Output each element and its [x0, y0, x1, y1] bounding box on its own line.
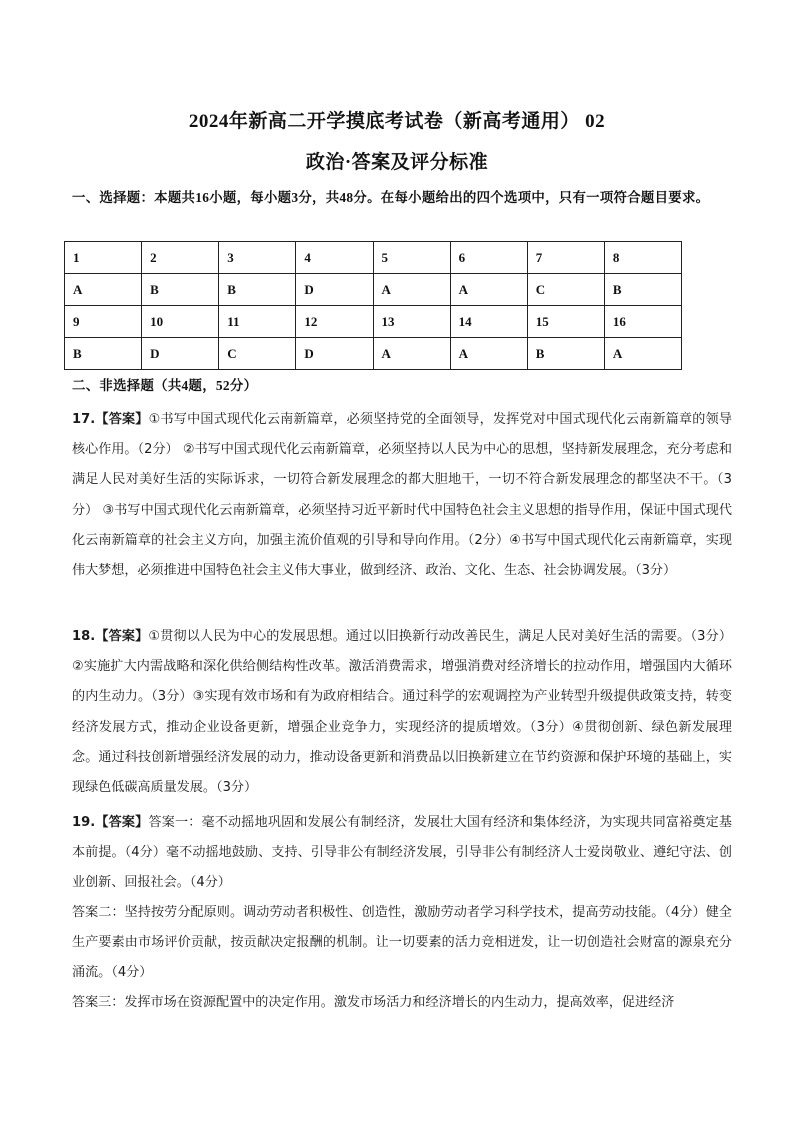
answer-17 — [72, 405, 732, 586]
answer-19-text: 答案一：毫不动摇地巩固和发展公有制经济，发展壮大国有经济和集体经济，为实现共同富裕奠定基本前提。（4分）毫不动摇地鼓励、支持、引导非公有制经济发展，引导非公有制经济人士爱岗敬业、遵纪守法、创业创新、回报社会。（4分） — [72, 815, 732, 891]
table-cell: 7 — [527, 242, 604, 274]
answer-19-option-2: 答案二：坚持按劳分配原则。调动劳动者积极性、创造性，激励劳动者学习科学技术，提高劳动技能。（4分）健全生产要素由市场评价贡献，按贡献决定报酬的机制。让一切要素的活力竞相迸发，让一切创造社会财富的源泉充分涌流。（4分） — [72, 905, 732, 981]
answer-17-label: 17.【答案】 — [72, 412, 149, 427]
answer-18-label: 18.【答案】 — [72, 629, 149, 644]
table-cell: D — [142, 338, 219, 370]
table-cell: B — [219, 274, 296, 306]
table-cell: 4 — [296, 242, 373, 274]
page-subtitle: 政治·答案及评分标准 — [305, 152, 489, 173]
table-cell: 16 — [604, 306, 681, 338]
table-row — [65, 306, 682, 338]
table-cell: 3 — [219, 242, 296, 274]
table-cell: B — [527, 338, 604, 370]
table-cell: 15 — [527, 306, 604, 338]
table-cell: B — [142, 274, 219, 306]
table-cell: 6 — [450, 242, 527, 274]
page-title: 2024年新高二开学摸底考试卷（新高考通用） 02 — [188, 111, 606, 132]
answer-18 — [72, 622, 732, 803]
table-cell: B — [604, 274, 681, 306]
table-cell: A — [373, 274, 450, 306]
table-cell: A — [450, 338, 527, 370]
table-cell: A — [65, 274, 142, 306]
table-cell: A — [373, 338, 450, 370]
section1-heading: 一、选择题：本题共16小题，每小题3分，共48分。在每小题给出的四个选项中，只有一项符合题目要求。 — [72, 190, 710, 205]
answer-table — [64, 241, 682, 370]
table-cell: D — [296, 274, 373, 306]
answer-19-option-3: 答案三：发挥市场在资源配置中的决定作用。激发市场活力和经济增长的内生动力，提高效率，促进经济 — [72, 995, 675, 1010]
answer-19-label: 19.【答案】 — [72, 815, 149, 830]
table-cell: D — [296, 338, 373, 370]
table-cell: 2 — [142, 242, 219, 274]
table-row — [65, 274, 682, 306]
table-cell: 11 — [219, 306, 296, 338]
table-cell: 10 — [142, 306, 219, 338]
table-cell: C — [527, 274, 604, 306]
table-cell: C — [219, 338, 296, 370]
table-cell: 8 — [604, 242, 681, 274]
table-cell: A — [604, 338, 681, 370]
table-cell: 13 — [373, 306, 450, 338]
table-cell: 14 — [450, 306, 527, 338]
answer-17-text: ①书写中国式现代化云南新篇章，必须坚持党的全面领导，发挥党对中国式现代化云南新篇章的领导核心作用。（2分） ②书写中国式现代化云南新篇章，必须坚持以人民为中心的思想，坚持新发展理念，充分考虑和满足人民对美好生活的实际诉求，一切符合新发展理念的都大胆地干，一切不符合新发展理念的都坚决不干。（3分） ③书写中国式现代化云南新篇章，必须坚持习近平新时代中国特色社会主义思想的指导作用，保证中国式现代化云南新篇章的社会主义方向，加强主流价值观的引导和导向作用。（2分）④书写中国式现代化云南新篇章，实现伟大梦想，必须推进中国特色社会主义伟大事业，做到经济、政治、文化、生态、社会协调发展。（3分） — [72, 412, 732, 579]
table-cell: 9 — [65, 306, 142, 338]
table-cell: 12 — [296, 306, 373, 338]
table-cell: 1 — [65, 242, 142, 274]
table-cell: 5 — [373, 242, 450, 274]
table-row — [65, 242, 682, 274]
answer-19 — [72, 808, 732, 899]
table-cell: A — [450, 274, 527, 306]
table-row — [65, 338, 682, 370]
answer-18-text: ①贯彻以人民为中心的发展思想。通过以旧换新行动改善民生，满足人民对美好生活的需要。（3分）②实施扩大内需战略和深化供给侧结构性改革。激活消费需求，增强消费对经济增长的拉动作用，增强国内大循环的内生动力。（3分）③实现有效市场和有为政府相结合。通过科学的宏观调控为产业转型升级提供政策支持，转变经济发展方式，推动企业设备更新，增强企业竞争力，实现经济的提质增效。（3分）④贯彻创新、绿色新发展理念。通过科技创新增强经济发展的动力，推动设备更新和消费品以旧换新建立在节约资源和保护环境的基础上，实现绿色低碳高质量发展。（3分） — [72, 629, 732, 796]
section2-heading: 二、非选择题（共4题，52分） — [72, 378, 258, 393]
table-cell: B — [65, 338, 142, 370]
